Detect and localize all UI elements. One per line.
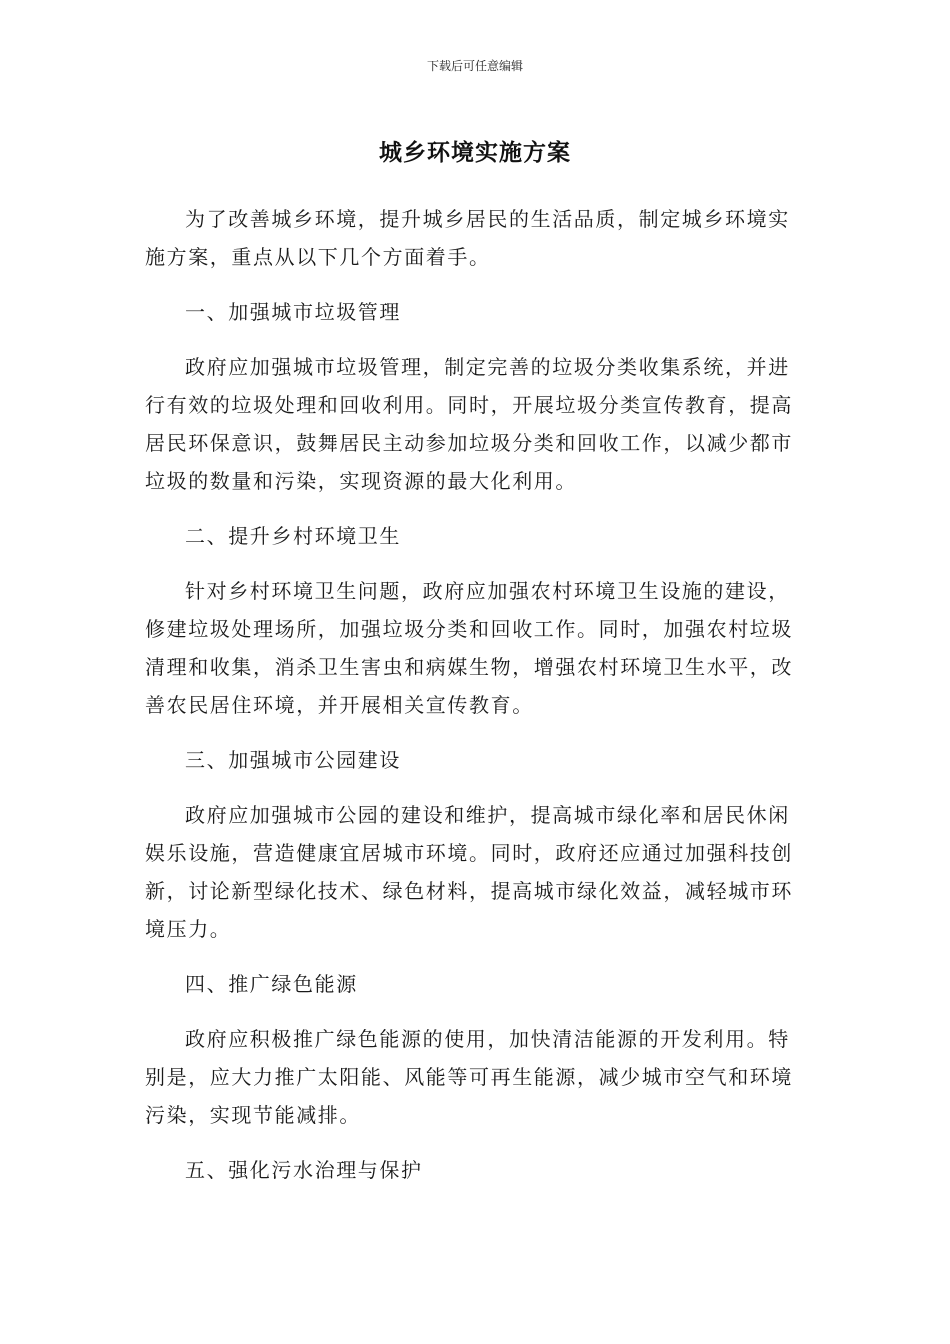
section-body-2: 针对乡村环境卫生问题，政府应加强农村环境卫生设施的建设，修建垃圾处理场所，加强垃圾分类和回收工作。同时，加强农村垃圾清理和收集，消杀卫生害虫和病媒生物，增强农村环境卫生水平，改善农民居住环境，并开展相关宣传教育。 [145,579,793,717]
section-heading-4: 四、推广绿色能源 [185,972,358,996]
section-body-3: 政府应加强城市公园的建设和维护，提高城市绿化率和居民休闲娱乐设施，营造健康宜居城市环境。同时，政府还应通过加强科技创新，讨论新型绿化技术、绿色材料，提高城市绿化效益，减轻城市环境压力。 [145,803,793,941]
section-body-4: 政府应积极推广绿色能源的使用，加快清洁能源的开发利用。特别是，应大力推广太阳能、风能等可再生能源，减少城市空气和环境污染，实现节能减排。 [145,1027,793,1127]
header-note: 下载后可任意编辑 [426,59,523,73]
section-body-1: 政府应加强城市垃圾管理，制定完善的垃圾分类收集系统，并进行有效的垃圾处理和回收利用。同时，开展垃圾分类宣传教育，提高居民环保意识，鼓舞居民主动参加垃圾分类和回收工作，以减少都市垃圾的数量和污染，实现资源的最大化利用。 [145,355,793,493]
section-heading-1: 一、加强城市垃圾管理 [185,300,401,324]
document-title: 城乡环境实施方案 [379,140,571,166]
intro-paragraph: 为了改善城乡环境，提升城乡居民的生活品质，制定城乡环境实施方案，重点从以下几个方面着手。 [145,207,790,269]
section-heading-2: 二、提升乡村环境卫生 [185,524,401,548]
document-body [145,200,811,1206]
section-heading-3: 三、加强城市公园建设 [185,748,401,772]
section-heading-5: 五、强化污水治理与保护 [185,1158,423,1182]
